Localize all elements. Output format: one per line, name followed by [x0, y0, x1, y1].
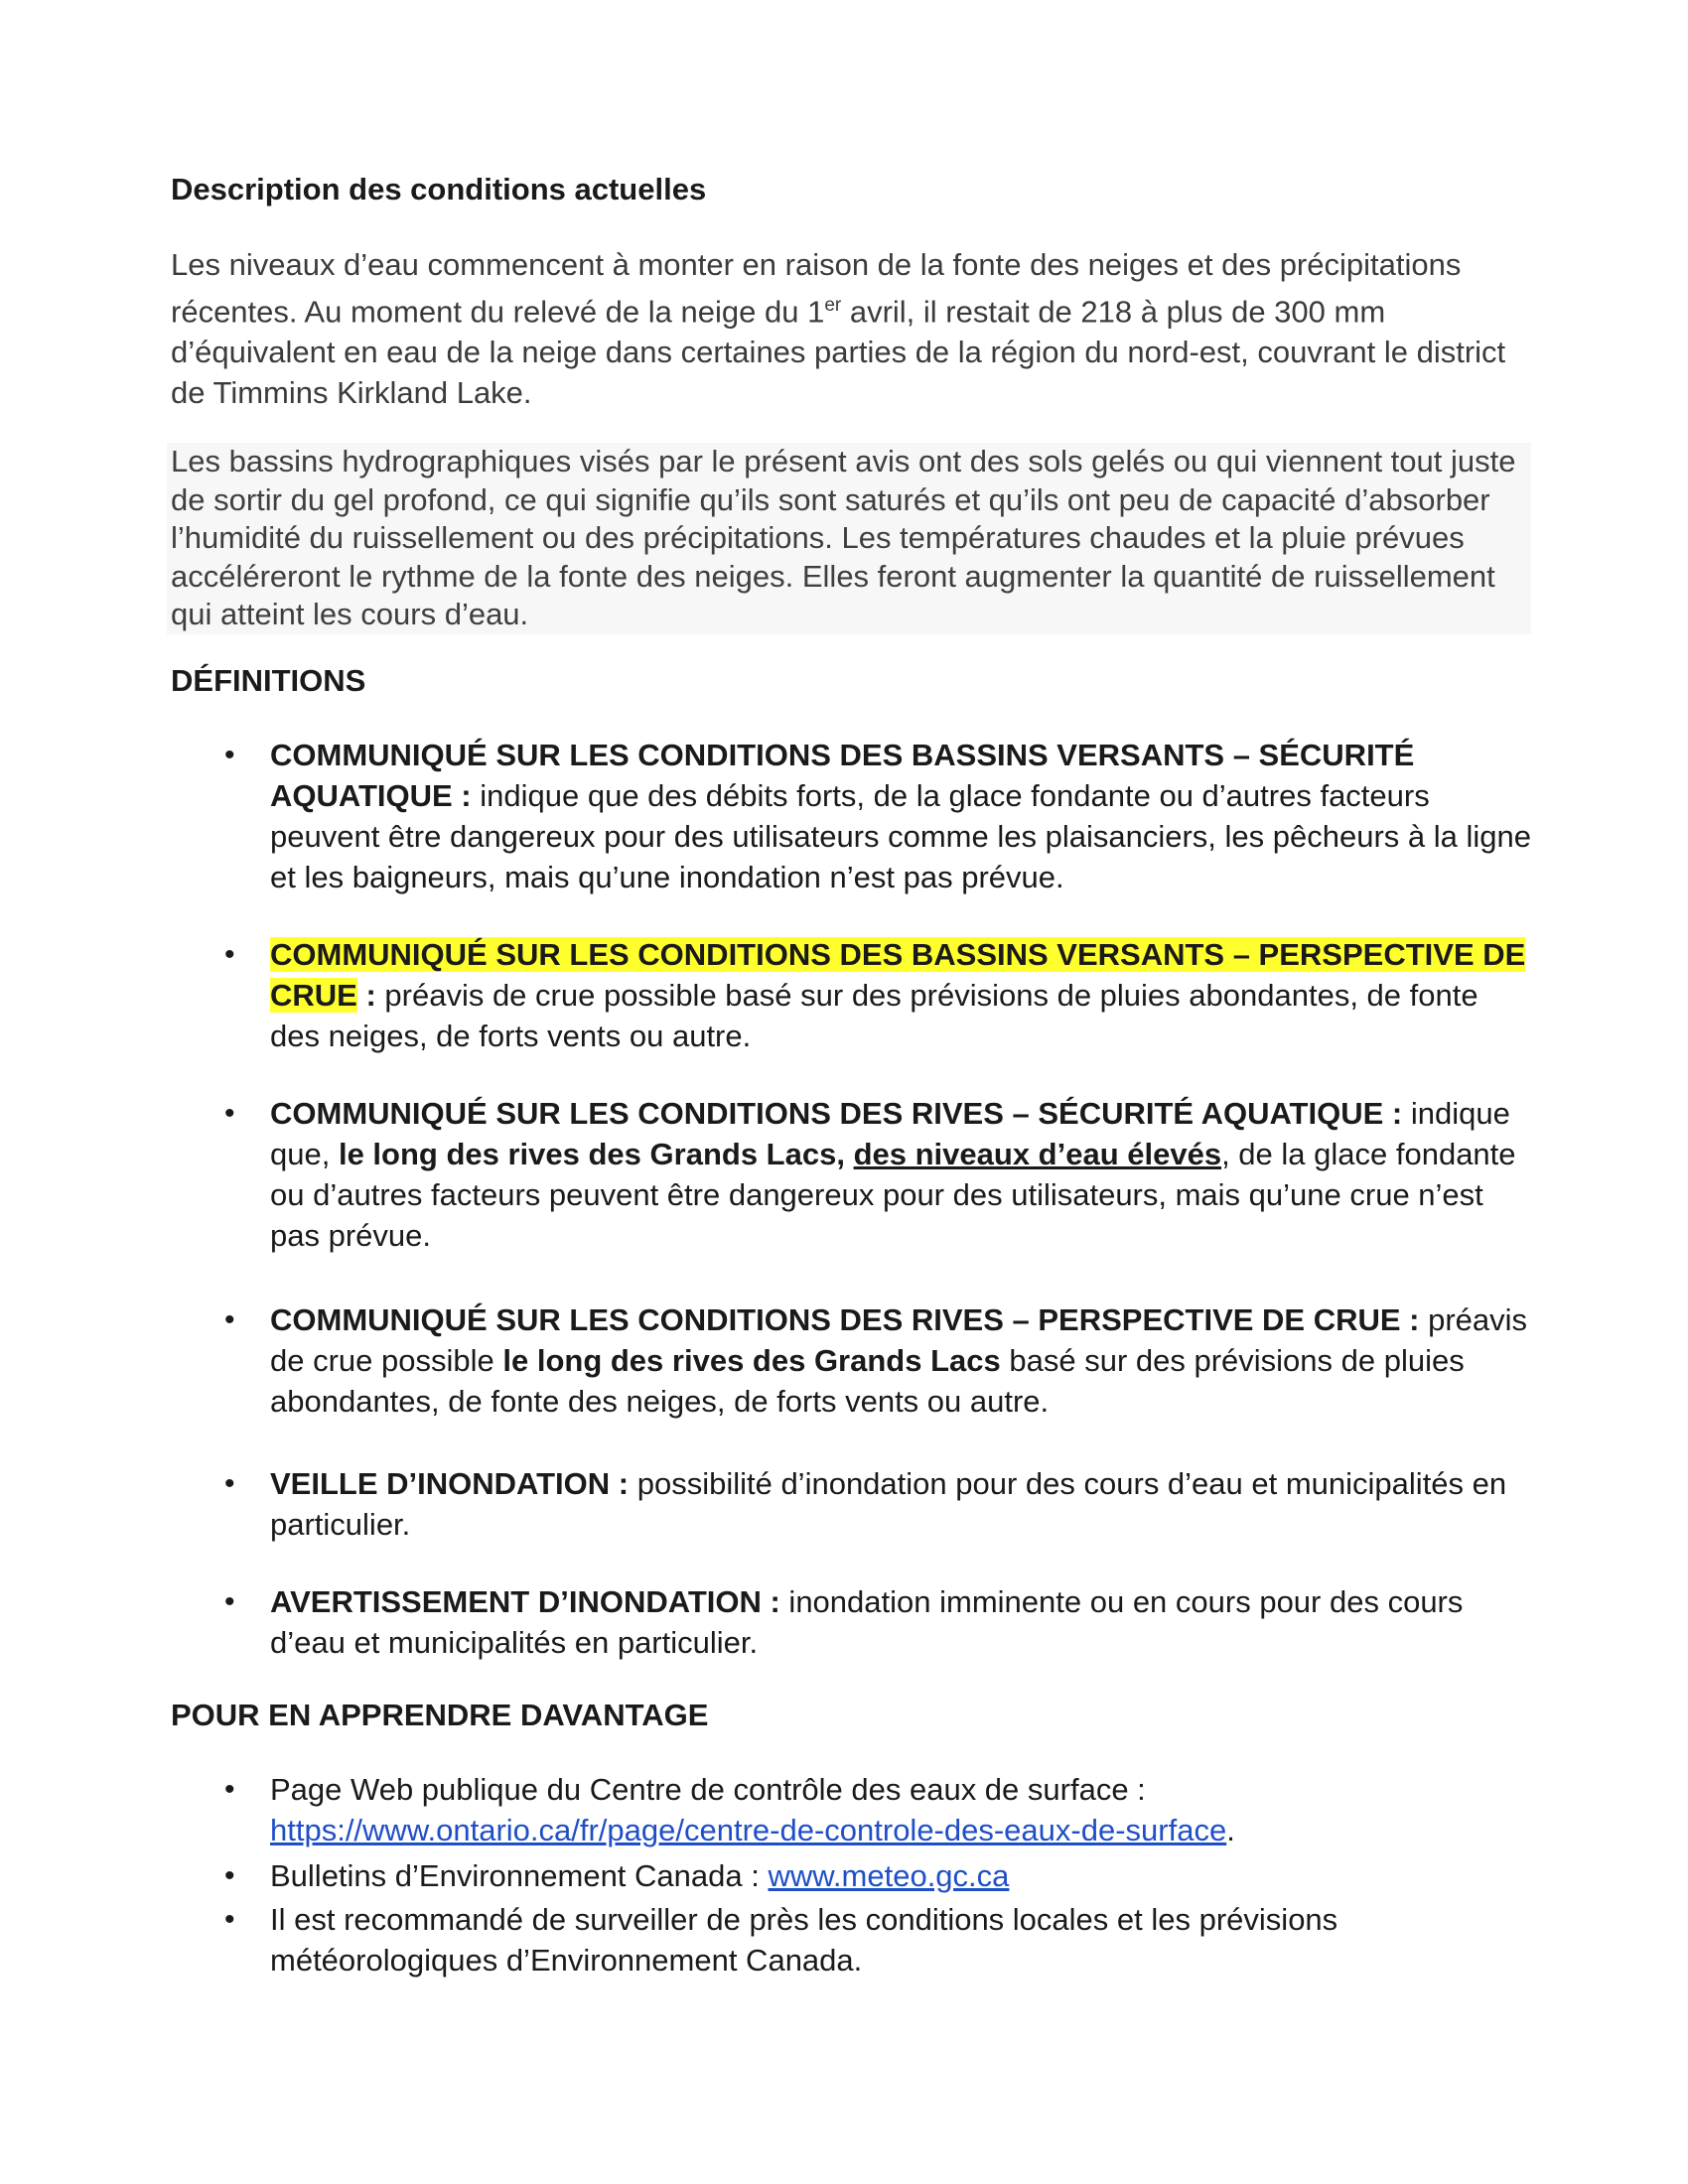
definition-text — [270, 934, 1531, 1056]
bullet: • — [224, 1097, 235, 1130]
section-title-definitions: DÉFINITIONS — [171, 663, 366, 698]
bullet: • — [224, 1773, 235, 1806]
bullet: • — [224, 1859, 235, 1892]
definition-emphasis: le long des rives des Grands Lacs, — [338, 1137, 845, 1171]
p1-text-b: avril, il restait de 218 à plus de 300 mm d’équivalent en eau de la neige dans certaines parties de la région du nord-est, couvrant le district de Timmins Kirkland Lake. — [171, 294, 1506, 411]
definition-colon: : — [356, 978, 376, 1013]
definition-underlined-emphasis: des niveaux d’eau élevés — [853, 1137, 1222, 1171]
definition-text — [270, 1299, 1531, 1422]
current-conditions-paragraph-2: Les bassins hydrographiques visés par le présent avis ont des sols gelés ou qui viennent tout juste de sortir du gel profond, ce qui signifie qu’ils sont saturés et qu’ils ont peu de capacité d’absorber l’humidité du ruissellement ou des précipitations. Les températures chaudes et la pluie prévues accéléreront le rythme de la fonte des neiges. Elles feront augmenter la quantité de ruissellement qui atteint les cours d’eau. — [167, 443, 1531, 634]
meteo-link[interactable]: www.meteo.gc.ca — [768, 1858, 1010, 1893]
definition-emphasis: le long des rives des Grands Lacs — [502, 1343, 1001, 1378]
bullet: • — [224, 1467, 235, 1500]
bullet: • — [224, 1303, 235, 1336]
definition-term: COMMUNIQUÉ SUR LES CONDITIONS DES BASSINS VERSANTS – SÉCURITÉ AQUATIQUE : — [270, 738, 1415, 813]
learn-more-text: Il est recommandé de surveiller de près les conditions locales et les prévisions météorologiques d’Environnement Canada. — [270, 1902, 1338, 1978]
current-conditions-paragraph-1 — [171, 244, 1531, 413]
definition-text — [270, 1093, 1531, 1256]
section-title-learn-more: POUR EN APPRENDRE DAVANTAGE — [171, 1698, 709, 1732]
definition-term: COMMUNIQUÉ SUR LES CONDITIONS DES RIVES – SÉCURITÉ AQUATIQUE : — [270, 1096, 1403, 1131]
learn-more-label: Bulletins d’Environnement Canada : — [270, 1858, 769, 1893]
p1-text-a: Les niveaux d’eau commencent à monter en raison de la fonte des neiges et des précipitations récentes. Au moment du relevé de la neige du 1 — [171, 247, 1462, 330]
definition-description: possibilité d’inondation pour des cours d’eau et municipalités en particulier. — [270, 1466, 1507, 1542]
surface-water-page-link[interactable]: https://www.ontario.ca/fr/page/centre-de-controle-des-eaux-de-surface — [270, 1813, 1227, 1847]
p1-superscript: er — [824, 295, 842, 316]
definition-text — [270, 1581, 1531, 1663]
definition-term-highlighted: COMMUNIQUÉ SUR LES CONDITIONS DES BASSINS VERSANTS – PERSPECTIVE DE CRUE — [270, 937, 1526, 1013]
definition-description-b: basé sur des prévisions de pluies abondantes, de fonte des neiges, de forts vents ou autre. — [270, 1343, 1465, 1419]
definition-term: VEILLE D’INONDATION : — [270, 1466, 630, 1501]
definition-description: inondation imminente ou en cours pour des cours d’eau et municipalités en particulier. — [270, 1584, 1464, 1660]
definition-description: préavis de crue possible basé sur des prévisions de pluies abondantes, de fonte des neiges, de forts vents ou autre. — [270, 978, 1478, 1053]
definition-description: indique que des débits forts, de la glace fondante ou d’autres facteurs peuvent être dangereux pour des utilisateurs comme les plaisanciers, les pêcheurs à la ligne et les baigneurs, mais qu’une inondation n’est pas prévue. — [270, 778, 1531, 894]
learn-more-text — [270, 1769, 1531, 1850]
definition-text — [270, 735, 1531, 897]
definition-term: AVERTISSEMENT D’INONDATION : — [270, 1584, 780, 1619]
definition-term: COMMUNIQUÉ SUR LES CONDITIONS DES RIVES – PERSPECTIVE DE CRUE : — [270, 1302, 1420, 1337]
bullet: • — [224, 938, 235, 971]
definition-text — [270, 1463, 1531, 1545]
bullet: • — [224, 1903, 235, 1936]
bullet: • — [224, 739, 235, 771]
definition-description-c: , de la glace fondante ou d’autres facteurs peuvent être dangereux pour des utilisateurs, mais qu’une crue n’est pas prévue. — [270, 1137, 1516, 1253]
link-trailing-period: . — [1226, 1813, 1235, 1847]
bullet: • — [224, 1585, 235, 1618]
learn-more-text — [270, 1855, 1531, 1896]
definition-description-b — [845, 1137, 854, 1171]
definition-description-a: préavis de crue possible — [270, 1302, 1528, 1378]
section-title-current-conditions: Description des conditions actuelles — [171, 172, 707, 206]
learn-more-label: Page Web publique du Centre de contrôle des eaux de surface : — [270, 1772, 1146, 1807]
definition-description-a: indique que, — [270, 1096, 1510, 1171]
